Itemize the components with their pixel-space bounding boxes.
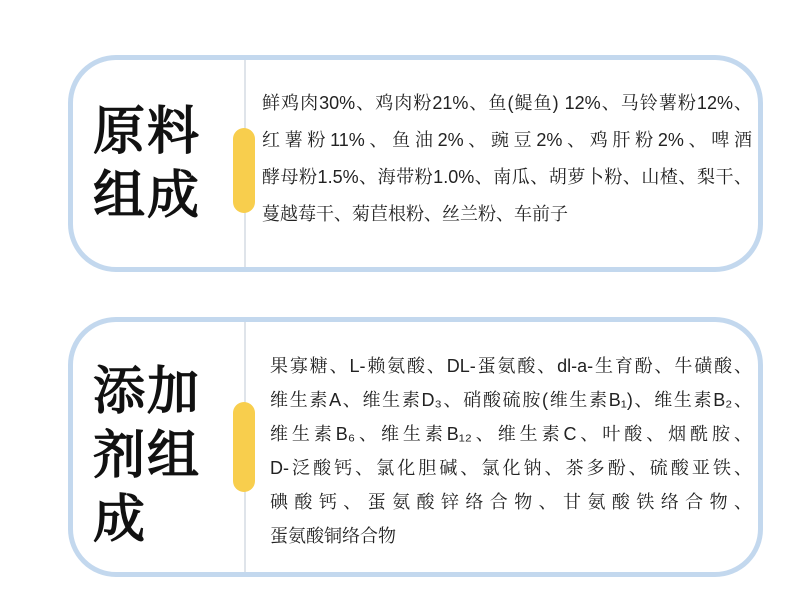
raw-materials-text xyxy=(262,85,752,233)
text-line: 维生素B₆、维生素B₁₂、维生素C、叶酸、烟酰胺、 xyxy=(270,424,752,444)
additives-card xyxy=(68,317,763,577)
additives-text xyxy=(270,349,752,553)
title-line: 组成 xyxy=(93,167,202,225)
additives-title xyxy=(93,360,243,552)
text-line: 鲜鸡肉30%、鸡肉粉21%、鱼(鳀鱼) 12%、马铃薯粉12%、 xyxy=(262,93,752,113)
text-line: 酵母粉1.5%、海带粉1.0%、南瓜、胡萝卜粉、山楂、梨干、 xyxy=(262,167,752,187)
text-line: D-泛酸钙、氯化胆碱、氯化钠、茶多酚、硫酸亚铁、 xyxy=(270,458,752,478)
title-line: 剂组 xyxy=(93,427,202,485)
text-line: 碘酸钙、蛋氨酸锌络合物、甘氨酸铁络合物、 xyxy=(270,492,752,512)
text-line: 红薯粉11%、鱼油2%、豌豆2%、鸡肝粉2%、啤酒 xyxy=(262,130,752,150)
title-line: 成 xyxy=(93,491,148,549)
text-line: 蔓越莓干、菊苣根粉、丝兰粉、车前子 xyxy=(262,204,568,224)
title-line: 原料 xyxy=(93,103,202,161)
text-line: 果寡糖、L-赖氨酸、DL-蛋氨酸、dl-a-生育酚、牛磺酸、 xyxy=(270,356,752,376)
text-line: 蛋氨酸铜络合物 xyxy=(270,526,396,546)
raw-materials-card xyxy=(68,55,763,272)
raw-materials-title xyxy=(93,100,243,228)
text-line: 维生素A、维生素D₃、硝酸硫胺(维生素B₁)、维生素B₂、 xyxy=(270,390,752,410)
title-line: 添加 xyxy=(93,363,202,421)
